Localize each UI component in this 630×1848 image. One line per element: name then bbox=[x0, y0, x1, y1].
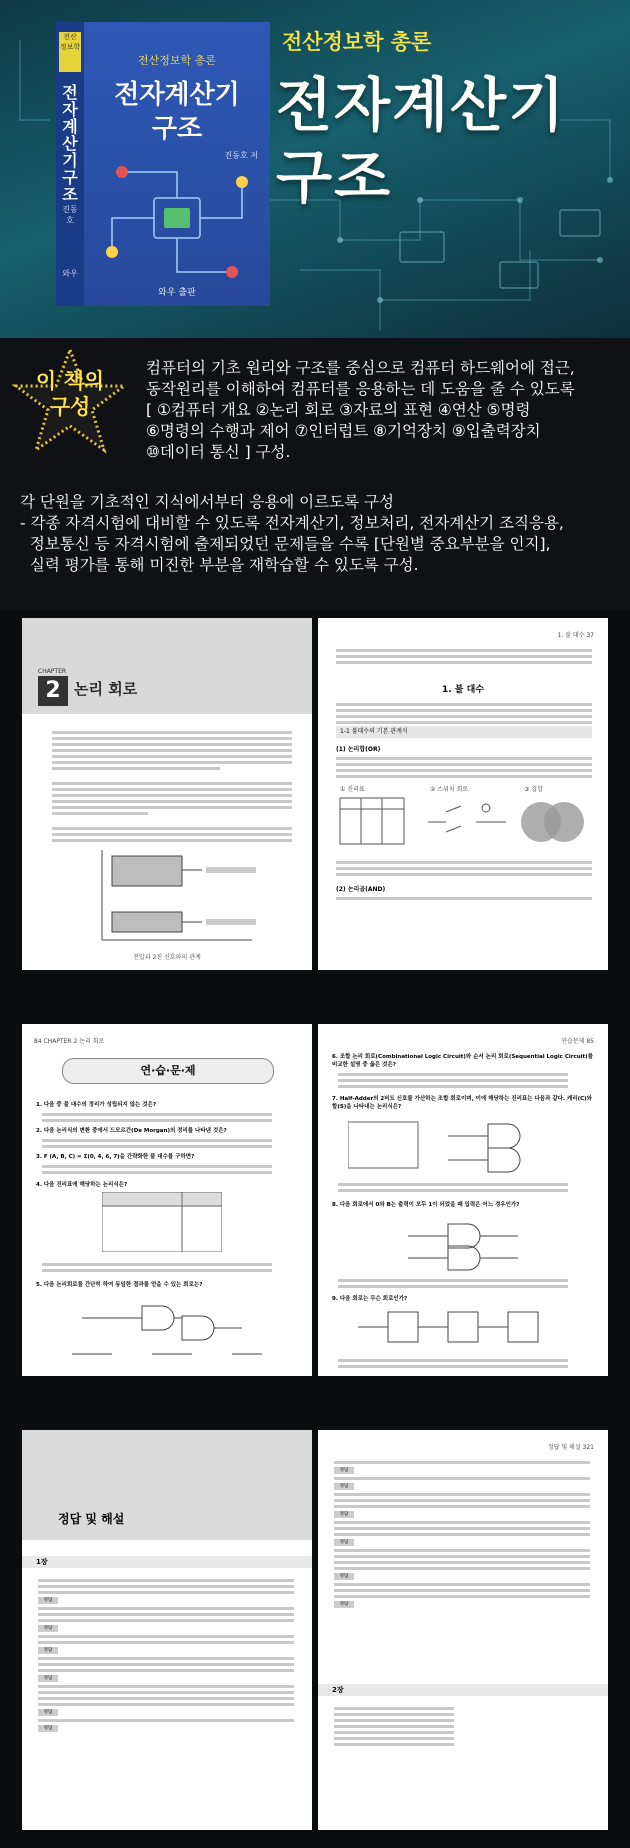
sample-page-answers-2 bbox=[318, 1430, 608, 1830]
description-line: ⑩데이터 통신 ] 구성. bbox=[146, 443, 291, 461]
cover-title-line1: 전자계산기 bbox=[114, 80, 240, 110]
answer-tag: 정답 bbox=[38, 1725, 58, 1732]
badge-label bbox=[10, 368, 130, 420]
chapter-title: 논리 회로 bbox=[74, 680, 138, 698]
hero-banner bbox=[0, 0, 630, 338]
description-line: 컴퓨터의 기초 원리와 구조를 중심으로 컴퓨터 하드웨어에 접근, bbox=[146, 359, 575, 377]
section-title: 1. 불 대수 bbox=[441, 685, 485, 695]
book-description bbox=[146, 358, 626, 463]
book-summary bbox=[20, 492, 626, 576]
question-8: 8. 다음 회로에서 0와 B는 출력이 모두 1이 되었을 때 입력은 어느 경우인가? bbox=[332, 1202, 520, 1208]
answers-title: 정답 및 해설 bbox=[58, 1512, 125, 1526]
chapter-label: CHAPTER bbox=[38, 668, 67, 675]
question8-circuit bbox=[398, 1218, 548, 1272]
sample-page-answers bbox=[22, 1430, 312, 1830]
answer-lines bbox=[42, 1260, 272, 1275]
answer-tag: 정답 bbox=[334, 1601, 354, 1608]
item-or: (1) 논리합(OR) bbox=[336, 746, 381, 753]
answer-tag: 정답 bbox=[334, 1467, 354, 1474]
answer-lines bbox=[42, 1110, 272, 1125]
book-cover bbox=[84, 22, 270, 306]
question-2: 2. 다음 논리식의 변환 중에서 드모르간(De Morgan)의 정리를 나타낸 것은? bbox=[36, 1128, 227, 1134]
logic-gates bbox=[52, 1296, 282, 1366]
answer-lines bbox=[42, 1162, 272, 1177]
label-set: ③ 집합 bbox=[524, 786, 543, 793]
figure-caption: 전압과 2진 신호와의 관계 bbox=[133, 954, 201, 961]
answer-tag: 정답 bbox=[38, 1709, 58, 1716]
cover-series: 전산정보학 총론 bbox=[138, 54, 216, 67]
badge-line2: 구성 bbox=[49, 395, 91, 419]
body-text bbox=[336, 646, 592, 667]
item-and: (2) 논리곱(AND) bbox=[336, 886, 386, 893]
cover-publisher: 와우 출판 bbox=[158, 288, 196, 298]
answer-lines bbox=[338, 1356, 568, 1371]
answer-tag: 정답 bbox=[334, 1483, 354, 1490]
summary-line: 정보통신 등 자격시험에 출제되었던 문제들을 수록 [단원별 중요부분을 인지], bbox=[20, 535, 551, 553]
answer-tag: 정답 bbox=[334, 1539, 354, 1546]
body-text bbox=[336, 754, 592, 781]
book-spine bbox=[56, 22, 85, 306]
badge-line1: 이 책의 bbox=[35, 369, 105, 393]
hero-title-line1: 전자계산기 bbox=[276, 71, 567, 139]
cover-circuit-art bbox=[92, 162, 262, 282]
voltage-diagram bbox=[72, 850, 272, 950]
cover-title-line2: 구조 bbox=[151, 114, 203, 144]
book-image bbox=[56, 22, 270, 306]
hero-title-line2: 구조 bbox=[276, 143, 393, 211]
question-1: 1. 다음 중 불 대수의 정리가 성립되지 않는 것은? bbox=[36, 1102, 157, 1108]
summary-line: 각 단원을 기초적인 지식에서부터 응용에 이르도록 구성 bbox=[20, 493, 394, 511]
half-adder-diagram bbox=[348, 1118, 578, 1174]
question-3: 3. F (A, B, C) = Σ(0, 4, 6, 7)을 간략화한 불 대수를 구하면? bbox=[36, 1154, 195, 1160]
hero-series: 전산정보학 총론 bbox=[282, 30, 432, 54]
answer-lines bbox=[338, 1276, 568, 1291]
question-4: 4. 다음 진리표에 해당하는 논리식은? bbox=[36, 1182, 128, 1188]
answers-chapter: 2장 bbox=[318, 1684, 608, 1696]
subsection-title: 1-1 불대수의 기본 관계식 bbox=[336, 726, 592, 738]
sample-page-boolean-algebra bbox=[318, 618, 608, 970]
spine-series-mark: 전산 정보학 bbox=[59, 32, 81, 72]
page-header: 1. 불 대수 37 bbox=[557, 632, 594, 639]
truth-table bbox=[102, 1192, 222, 1252]
body-text bbox=[52, 728, 292, 845]
chapter-number: 2 bbox=[38, 676, 68, 706]
answer-body bbox=[38, 1576, 294, 1735]
body-text bbox=[336, 894, 592, 903]
label-truth-table: ① 진리표 bbox=[340, 786, 365, 793]
page-header: 84 CHAPTER 2 논리 회로 bbox=[34, 1038, 105, 1045]
sample-page-chapter2 bbox=[22, 618, 312, 970]
or-illustrations bbox=[336, 794, 592, 850]
spine-author: 진동호 bbox=[62, 205, 78, 225]
description-line: ⑥명령의 수행과 제어 ⑦인터럽트 ⑧기억장치 ⑨입출력장치 bbox=[146, 422, 541, 440]
label-switch: ② 스위치 회로 bbox=[430, 786, 469, 793]
exercise-title: 연·습·문·제 bbox=[62, 1058, 274, 1084]
answer-tag: 정답 bbox=[38, 1597, 58, 1604]
sample-page-exercises bbox=[22, 1024, 312, 1376]
question-7: 7. Half-Adder의 2비트 신호를 가산하는 조합 회로이며, 이에 해당하는 진리표는 다음과 같다. 캐리(C)와 합(S)을 나타내는 논리식은? bbox=[332, 1096, 592, 1110]
cover-author: 진동호 저 bbox=[224, 151, 258, 160]
answer-lines bbox=[338, 1180, 568, 1195]
question-9: 9. 다음 회로는 무슨 회로인가? bbox=[332, 1296, 408, 1302]
answer-tag: 정답 bbox=[334, 1511, 354, 1518]
spine-title: 전자계산기구조 bbox=[62, 83, 78, 204]
description-line: [ ①컴퓨터 개요 ②논리 회로 ③자료의 표현 ④연산 ⑤명령 bbox=[146, 401, 531, 419]
answer-lines bbox=[338, 1070, 568, 1091]
answers-chapter: 1장 bbox=[22, 1556, 312, 1568]
sample-page-exercises-2 bbox=[318, 1024, 608, 1376]
answer-tag: 정답 bbox=[38, 1675, 58, 1682]
spine-publisher: 와우 bbox=[62, 269, 78, 278]
sample-pages bbox=[0, 610, 630, 1848]
answer-body bbox=[334, 1704, 454, 1749]
intro-section bbox=[0, 338, 630, 610]
question9-circuit bbox=[358, 1306, 558, 1352]
summary-line: - 각종 자격시험에 대비할 수 있도록 전자계산기, 정보처리, 전자계산기 조직응용, bbox=[20, 514, 564, 532]
answer-lines bbox=[42, 1136, 272, 1151]
question-5: 5. 다음 논리회로를 간단히 하여 동일한 결과를 얻을 수 있는 회로는? bbox=[36, 1282, 203, 1288]
summary-line: 실력 평가를 통해 미진한 부분을 재학습할 수 있도록 구성. bbox=[20, 556, 419, 574]
answer-body bbox=[334, 1458, 590, 1611]
description-line: 동작원리를 이해하여 컴퓨터를 응용하는 데 도움을 줄 수 있도록 bbox=[146, 380, 575, 398]
answer-tag: 정답 bbox=[38, 1625, 58, 1632]
answer-tag: 정답 bbox=[38, 1647, 58, 1654]
body-text bbox=[336, 858, 592, 879]
answer-tag: 정답 bbox=[334, 1573, 354, 1580]
page-header: 연습문제 85 bbox=[561, 1038, 594, 1045]
body-text bbox=[336, 700, 592, 727]
page-header: 정답 및 해설 321 bbox=[547, 1444, 594, 1451]
question-6: 6. 조합 논리 회로(Combinational Logic Circuit)와 순서 논리 회로(Sequential Logic Circuit)를 비교한 설명 중 옳은 것은? bbox=[332, 1054, 593, 1068]
